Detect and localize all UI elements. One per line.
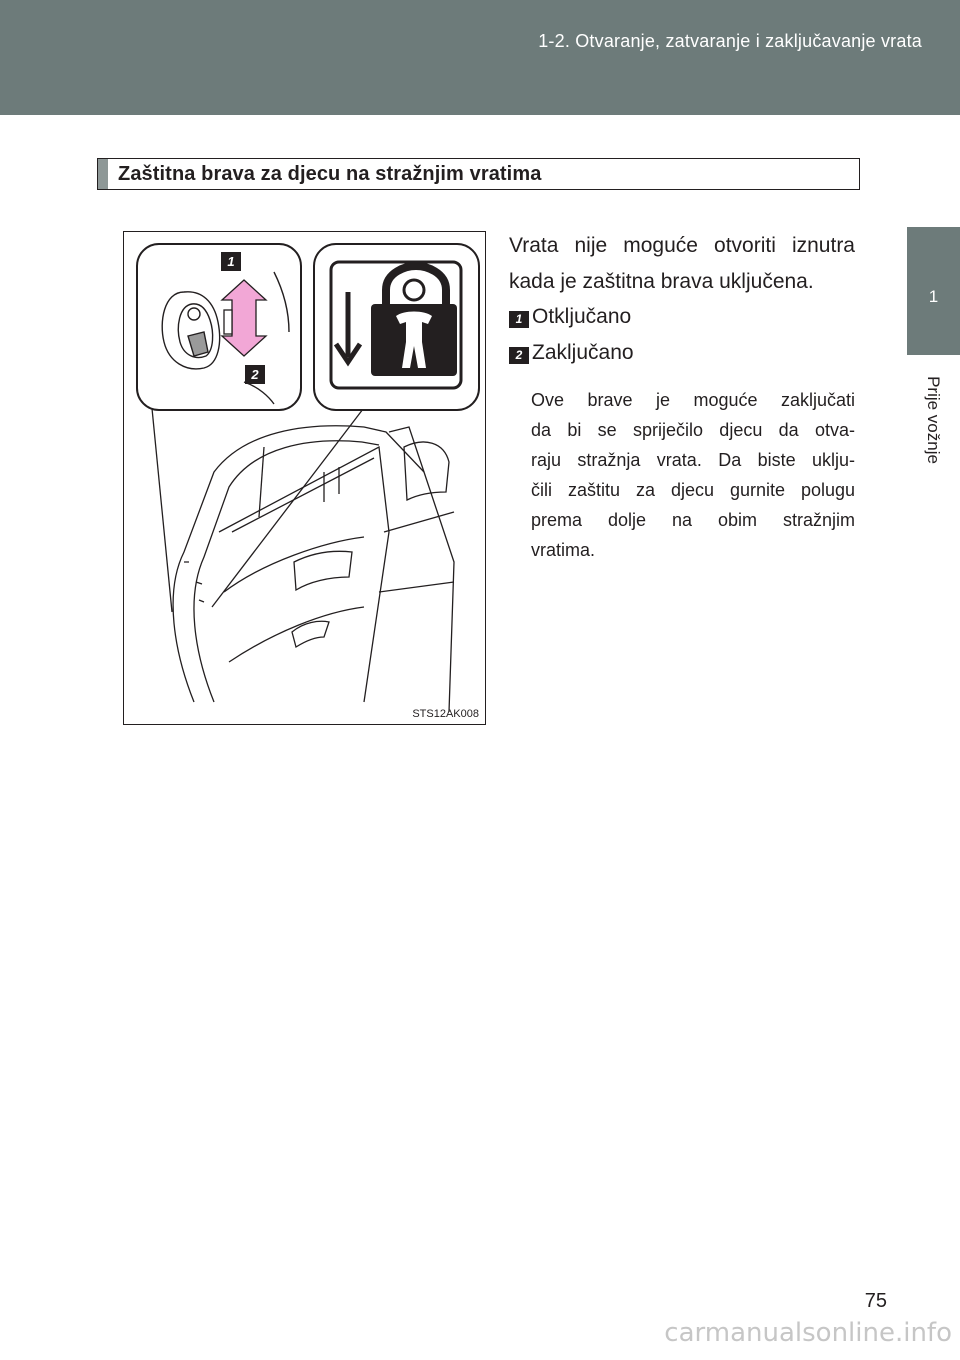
figure-code: STS12AK008 [412,708,479,720]
chapter-tab [907,227,960,355]
watermark: carmanualsonline.info [664,1318,952,1348]
callout-2-label: 2 [251,367,259,382]
legend-text: Zaključano [532,341,634,364]
note-line: raju stražnja vrata. Da biste uklju- [531,450,855,470]
chapter-tab-number: 1 [928,287,939,306]
intro-line: Vrata nije moguće otvoriti iznutra [509,234,855,257]
page-number: 75 [864,1290,887,1312]
legend-badge: 1 [509,311,529,328]
legend-badge: 2 [509,347,529,364]
child-padlock-icon [371,266,457,376]
door-illustration-svg [124,232,487,726]
note-paragraph [531,385,855,565]
legend-text: Otključano [532,305,632,328]
note-line: prema dolje na obim stražnjim [531,510,855,530]
note-line: Ove brave je moguće zaključati [531,390,855,410]
intro-paragraph [509,228,855,300]
note-line: da bi se spriječilo djecu da otva- [531,420,855,440]
note-line: vratima. [531,540,596,560]
running-header: 1-2. Otvaranje, zatvaranje i zaključavanje vrata [538,31,922,51]
section-heading-text: Zaštitna brava za djecu na stražnjim vratima [118,163,542,185]
chapter-label: Prije vožnje [924,376,943,464]
callout-1-label: 1 [227,254,235,269]
note-line: čili zaštitu za djecu gurnite polugu [531,480,855,500]
child-lock-illustration [123,231,486,725]
intro-line: kada je zaštitna brava uključena. [509,270,814,293]
header-band [0,0,960,115]
section-heading [97,158,860,190]
